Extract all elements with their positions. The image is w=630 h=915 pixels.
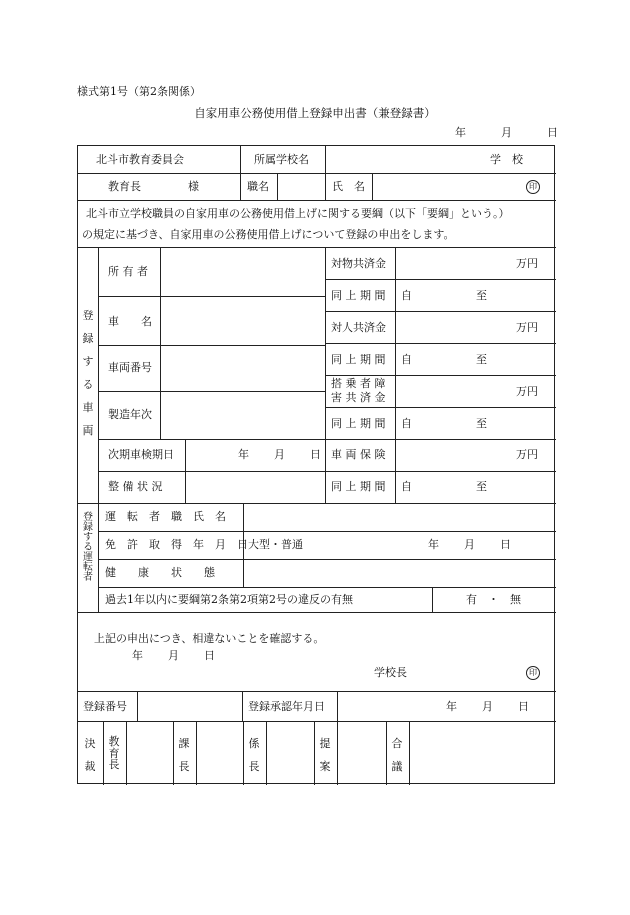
honorific: 様 — [188, 180, 199, 193]
addressee: 北斗市教育委員会 — [96, 153, 184, 166]
name-label: 氏 名 — [332, 180, 365, 193]
owner-label: 所 有 者 — [108, 265, 148, 278]
license-month: 月 — [464, 538, 475, 551]
driver-section-label: 登 録 す る 運 転 者 — [83, 512, 93, 583]
confirm-month: 月 — [168, 649, 179, 662]
aigi-label: 合 議 — [391, 737, 403, 773]
submission-date — [455, 124, 558, 140]
kessai-label: 決 裁 — [84, 737, 96, 773]
intro-line-2: の規定に基づき、自家用車の公務使用借上げについて登録の申出をします。 — [82, 228, 455, 241]
passenger-insurance-label-2: 害 共 済 金 — [331, 391, 386, 404]
period-to-4: 至 — [476, 480, 487, 493]
period-label-2: 同 上 期 間 — [331, 353, 386, 366]
period-from-2: 自 — [401, 353, 412, 366]
passenger-unit: 万円 — [516, 385, 538, 398]
intro-line-1: 北斗市立学校職員の自家用車の公務使用借上げに関する要綱（以下「要綱」という。） — [86, 207, 510, 220]
plate-label: 車両番号 — [108, 361, 152, 374]
approval-month: 月 — [482, 700, 493, 713]
license-type: 大型・普通 — [248, 538, 303, 551]
seal-icon: 印 — [526, 180, 540, 194]
period-label-3: 同 上 期 間 — [331, 417, 386, 430]
date-year: 年 — [455, 126, 466, 139]
date-day: 日 — [547, 126, 558, 139]
approval-date-label: 登録承認年月日 — [248, 700, 325, 713]
period-to-1: 至 — [476, 289, 487, 302]
passenger-insurance-label-1: 搭 乗 者 障 — [331, 377, 386, 390]
year-label: 製造年次 — [108, 408, 152, 421]
approval-day: 日 — [518, 700, 529, 713]
maintenance-label: 整 備 状 況 — [108, 480, 163, 493]
form-label: 様式第1号（第2条関係） — [77, 85, 201, 98]
period-from-3: 自 — [401, 417, 412, 430]
addressee-title: 教育長 — [108, 180, 141, 193]
period-from-4: 自 — [401, 480, 412, 493]
license-day: 日 — [500, 538, 511, 551]
period-to-2: 至 — [476, 353, 487, 366]
school-suffix: 学 校 — [490, 153, 523, 166]
health-label: 健 康 状 態 — [105, 566, 215, 579]
violation-choice: 有 ・ 無 — [466, 593, 521, 606]
inspection-label: 次期車検期日 — [108, 448, 174, 461]
principal-label: 学校長 — [374, 666, 407, 679]
teian-label: 提 案 — [319, 737, 331, 773]
property-insurance-label: 対物共済金 — [331, 257, 386, 270]
position-label: 職名 — [247, 180, 269, 193]
vehicle-insurance-label: 車 両 保 険 — [331, 448, 386, 461]
property-unit: 万円 — [516, 257, 538, 270]
license-year: 年 — [428, 538, 439, 551]
vehicle-insurance-unit: 万円 — [516, 448, 538, 461]
registration-number-label: 登録番号 — [83, 700, 127, 713]
approval-year: 年 — [446, 700, 457, 713]
inspection-month: 月 — [274, 448, 285, 461]
form-frame — [77, 145, 555, 784]
confirm-day: 日 — [204, 649, 215, 662]
vehicle-section-label: 登 録 す る 車 両 — [82, 309, 94, 437]
school-label: 所属学校名 — [254, 153, 309, 166]
kyoikucho-label: 教 育 長 — [108, 735, 120, 772]
inspection-year: 年 — [238, 448, 249, 461]
page-title: 自家用車公務使用借上登録申出書（兼登録書） — [194, 106, 436, 120]
confirm-year: 年 — [132, 649, 143, 662]
license-date-label: 免 許 取 得 年 月 日 — [105, 538, 248, 551]
kacho-label: 課 長 — [178, 737, 190, 773]
kakaricho-label: 係 長 — [248, 737, 260, 773]
period-label-1: 同 上 期 間 — [331, 289, 386, 302]
driver-name-label: 運 転 者 職 氏 名 — [105, 510, 226, 523]
personal-insurance-label: 対人共済金 — [331, 321, 386, 334]
car-name-label: 車 名 — [108, 315, 152, 328]
confirm-text: 上記の申出につき、相違ないことを確認する。 — [94, 632, 325, 645]
period-from-1: 自 — [401, 289, 412, 302]
period-label-4: 同 上 期 間 — [331, 480, 386, 493]
period-to-3: 至 — [476, 417, 487, 430]
date-month: 月 — [501, 126, 512, 139]
violation-label: 過去1年以内に要綱第2条第2項第2号の違反の有無 — [105, 593, 353, 606]
personal-unit: 万円 — [516, 321, 538, 334]
inspection-day: 日 — [310, 448, 321, 461]
principal-seal-icon: 印 — [526, 666, 540, 680]
